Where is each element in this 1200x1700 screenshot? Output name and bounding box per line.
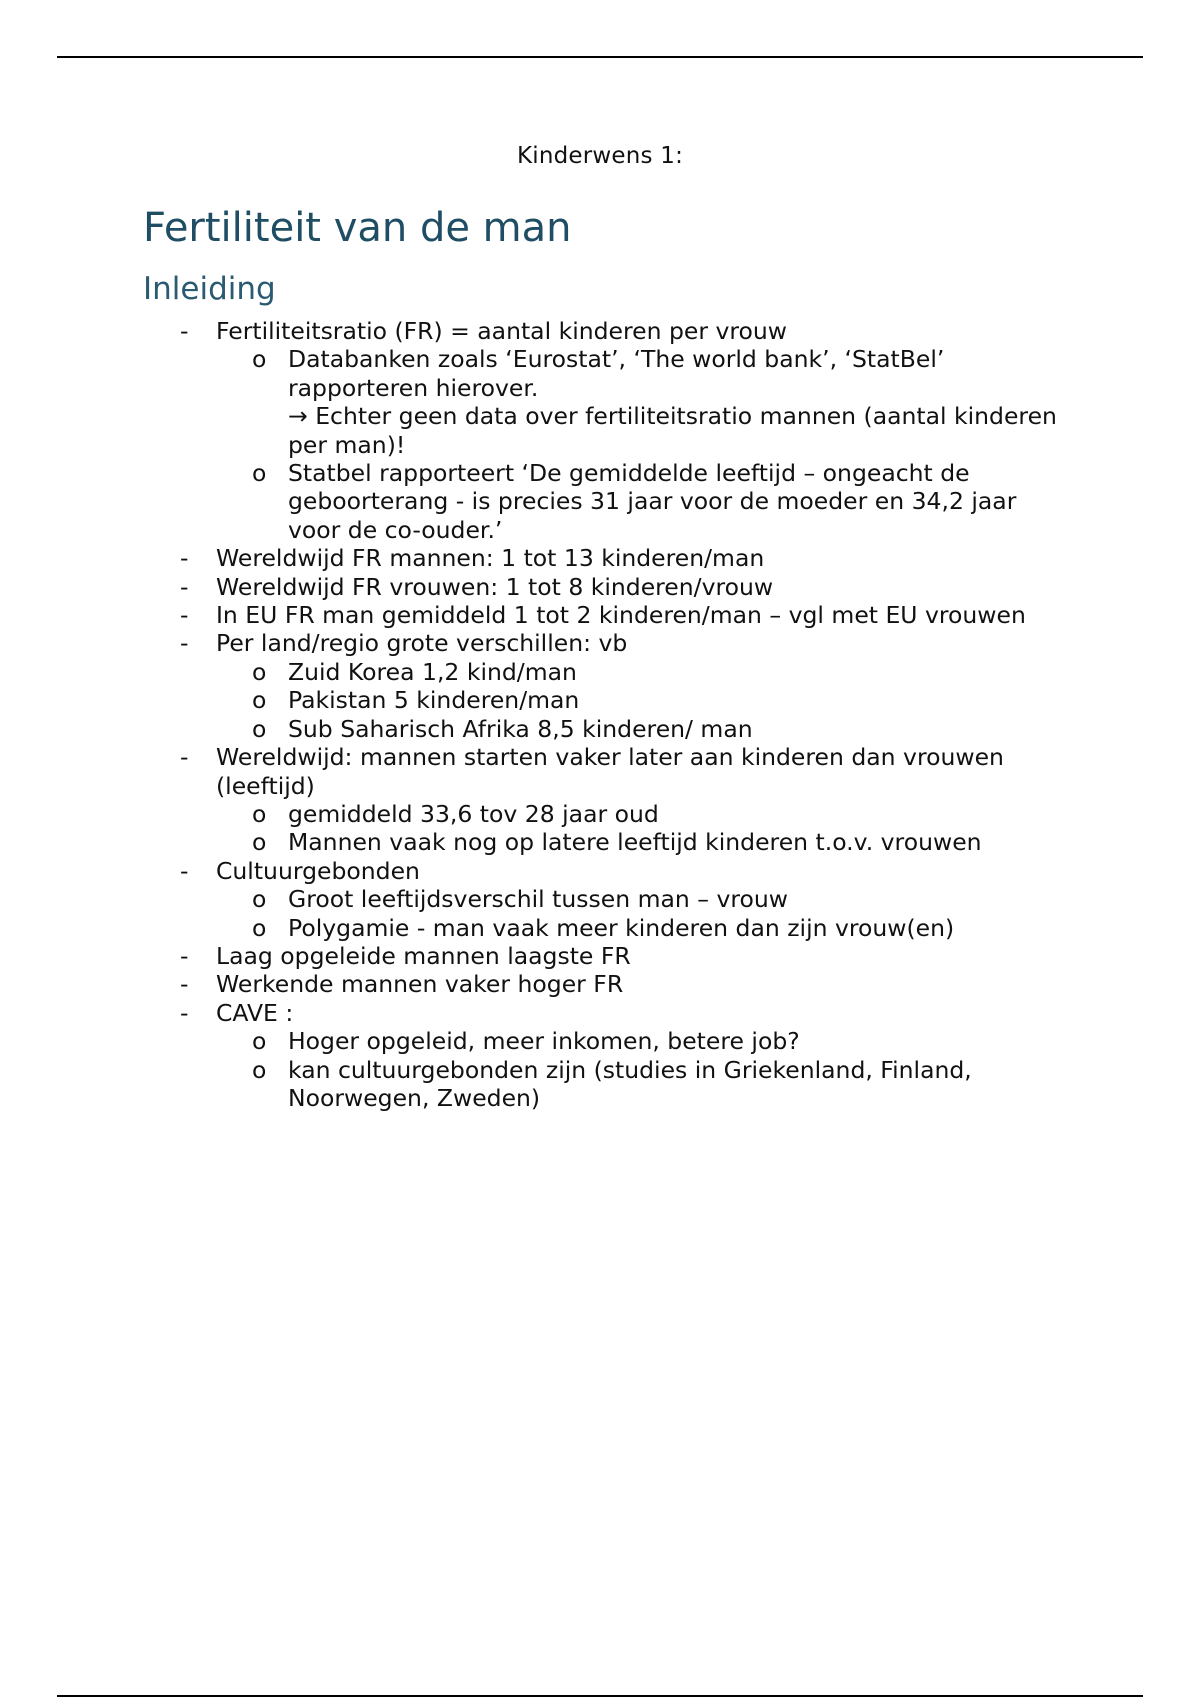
- circle-marker: o: [252, 1055, 267, 1084]
- bullet-item: [0, 942, 1200, 970]
- circle-marker: o: [252, 885, 267, 914]
- bullet-text: Werkende mannen vaker hoger FR: [216, 970, 624, 999]
- note-text: Echter geen data over fertiliteitsratio mannen (aantal kinderen per man)!: [288, 402, 1057, 459]
- sub-bullet-text: Statbel rapporteert ‘De gemiddelde leeftijd – ongeacht de geboorterang - is precies 31 jaar voor de moeder en 34,2 jaar voor de co-ouder.’: [288, 459, 1017, 544]
- sub-bullet-text: Databanken zoals ‘Eurostat’, ‘The world bank’, ‘StatBel’ rapporteren hierover.: [288, 345, 945, 402]
- dash-marker: -: [180, 544, 189, 573]
- dash-marker: -: [180, 317, 189, 345]
- bullet-item: [0, 857, 1200, 885]
- sub-bullet-text: gemiddeld 33,6 tov 28 jaar oud: [288, 799, 659, 828]
- bullet-item: [0, 629, 1200, 657]
- dash-marker: -: [180, 856, 189, 885]
- sub-bullet-text: Hoger opgeleid, meer inkomen, betere job?: [288, 1027, 800, 1056]
- bullet-text: Wereldwijd FR mannen: 1 tot 13 kinderen/man: [216, 544, 765, 573]
- circle-marker: o: [252, 828, 267, 857]
- bullet-text: Fertiliteitsratio (FR) = aantal kinderen per vrouw: [216, 317, 788, 345]
- bullet-text: Wereldwijd: mannen starten vaker later aan kinderen dan vrouwen (leeftijd): [216, 743, 1004, 800]
- dash-marker: -: [180, 743, 189, 772]
- circle-marker: o: [252, 799, 267, 828]
- bullet-item: [0, 999, 1200, 1027]
- bullet-text: Cultuurgebonden: [216, 856, 420, 885]
- circle-marker: o: [252, 714, 267, 743]
- sub-bullet-item: [0, 1027, 1200, 1055]
- sub-bullet-item: [0, 345, 1200, 459]
- dash-marker: -: [180, 970, 189, 999]
- bullet-text: Laag opgeleide mannen laagste FR: [216, 941, 631, 970]
- circle-marker: o: [252, 657, 267, 686]
- sub-bullet-item: [0, 686, 1200, 714]
- bullet-text: CAVE :: [216, 998, 294, 1027]
- sub-bullet-text: Pakistan 5 kinderen/man: [288, 686, 580, 715]
- document-title: Fertiliteit van de man: [143, 205, 572, 251]
- circle-marker: o: [252, 459, 267, 488]
- sub-bullet-item: [0, 800, 1200, 828]
- dash-marker: -: [180, 941, 189, 970]
- bullet-list: [0, 317, 1200, 1112]
- bullet-text: Per land/regio grote verschillen: vb: [216, 629, 628, 658]
- dash-marker: -: [180, 601, 189, 630]
- section-heading: Inleiding: [143, 271, 276, 307]
- circle-marker: o: [252, 1027, 267, 1056]
- page-header: Kinderwens 1:: [516, 143, 684, 169]
- bullet-text: In EU FR man gemiddeld 1 tot 2 kinderen/man – vgl met EU vrouwen: [216, 601, 1026, 630]
- sub-bullet-text: Mannen vaak nog op latere leeftijd kinderen t.o.v. vrouwen: [288, 828, 982, 857]
- arrow-icon: →: [288, 402, 308, 431]
- bullet-item: [0, 601, 1200, 629]
- bullet-item: [0, 970, 1200, 998]
- sub-bullet-item: [0, 459, 1200, 544]
- sub-bullet-text: Groot leeftijdsverschil tussen man – vrouw: [288, 885, 788, 914]
- bullet-text: Wereldwijd FR vrouwen: 1 tot 8 kinderen/vrouw: [216, 572, 774, 601]
- sub-bullet-item: [0, 914, 1200, 942]
- sub-bullet-text: Zuid Korea 1,2 kind/man: [288, 657, 577, 686]
- bullet-item: [0, 743, 1200, 800]
- header-rule: [57, 56, 1143, 58]
- footer-rule: [57, 1695, 1143, 1697]
- dash-marker: -: [180, 998, 189, 1027]
- sub-bullet-item: [0, 828, 1200, 856]
- sub-bullet-item: [0, 1056, 1200, 1113]
- dash-marker: -: [180, 572, 189, 601]
- sub-bullet-text: Polygamie - man vaak meer kinderen dan zijn vrouw(en): [288, 913, 955, 942]
- sub-bullet-text: kan cultuurgebonden zijn (studies in Griekenland, Finland, Noorwegen, Zweden): [288, 1055, 972, 1112]
- bullet-item: [0, 317, 1200, 345]
- circle-marker: o: [252, 913, 267, 942]
- sub-bullet-item: [0, 658, 1200, 686]
- bullet-item: [0, 573, 1200, 601]
- circle-marker: o: [252, 345, 267, 374]
- sub-bullet-item: [0, 885, 1200, 913]
- note-line: [288, 402, 1070, 459]
- dash-marker: -: [180, 629, 189, 658]
- sub-bullet-item: [0, 715, 1200, 743]
- bullet-item: [0, 544, 1200, 572]
- sub-bullet-text: Sub Saharisch Afrika 8,5 kinderen/ man: [288, 714, 753, 743]
- circle-marker: o: [252, 686, 267, 715]
